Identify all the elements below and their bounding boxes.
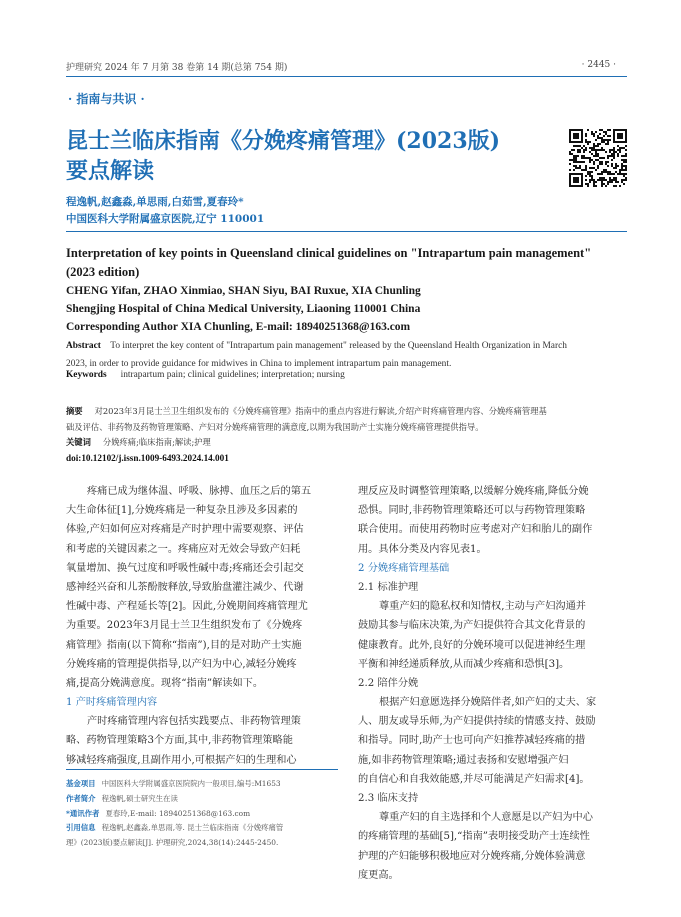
body-text-line: 体验,产妇如何应对疼痛是产时护理中需要观察、评估 [66,524,304,536]
english-abstract [66,337,628,373]
footnote-key: 基金项目 [66,779,96,788]
body-column-left [66,482,338,770]
keywords-label: Keywords [66,370,107,380]
footnote-key: 作者简介 [66,793,96,803]
footnote-text: 程逸帆,赵鑫淼,单思雨,等. 昆士兰临床指南《分娩疼痛管 [101,823,284,833]
body-text-line: 感神经兴奋和儿茶酚胺释放,导致胎盘灌注减少、代谢 [66,581,304,593]
english-title-line: (2023 edition) [66,265,140,279]
footnotes [66,777,338,851]
body-text-line: 施,如非药物管理策略;通过表扬和安慰增强产妇 [358,754,569,766]
body-text-line: 尊重产妇的自主选择和个人意愿是以产妇为中心 [379,812,593,824]
cn-keywords-text: 分娩疼痛;临床指南;解读;护理 [102,437,211,447]
abstract-label: Abstract [66,341,101,351]
body-text-line: 略、药物管理策略3个方面,其中,非药物管理策略能 [66,735,293,747]
body-text-line: 痛管理》指南(以下简称“指南”),目的是对助产士实施 [66,639,302,651]
body-text-line: 护理的产妇能够积极地应对分娩疼痛,分娩体验满意 [358,850,586,862]
footnote-text: 夏春玲,E-mail: 18940251368@163.com [105,808,251,818]
body-text-line: 恐惧。同时,非药物管理策略还可以与药物管理策略 [358,505,586,517]
abstract-text: To interpret the key content of "Intrapartum pain management" released by the Queensland Health Organization in March [110,341,567,351]
body-text-line: 氧量增加、换气过度和呼吸性碱中毒;疼痛还会引起交 [66,562,304,574]
page-number: · 2445 · [581,60,616,70]
corresponding-author: Corresponding Author XIA Chunling, E-mail: 18940251368@163.com [66,321,411,333]
body-text-line: 理反应及时调整管理策略,以缓解分娩疼痛,降低分娩 [358,486,589,497]
english-authors: CHENG Yifan, ZHAO Xinmiao, SHAN Siyu, BAI Ruxue, XIA Chunling [66,285,421,297]
authors-cn: 程逸帆,赵鑫淼,单思雨,白茹雪,夏春玲* [66,196,244,208]
footnote-text: 程逸帆,硕士研究生在读 [101,793,178,803]
keywords-text: intrapartum pain; clinical guidelines; interpretation; nursing [120,370,345,380]
body-text-line: 人、朋友或导乐师,为产妇提供持续的情感支持、鼓励 [358,716,596,728]
english-affiliation: Shengjing Hospital of China Medical University, Liaoning 110001 China [66,303,421,315]
footnote-line [66,777,338,792]
english-title [66,244,628,282]
header-rule [66,76,627,77]
body-text-line: 性碱中毒、产程延长等[2]。因此,分娩期间疼痛管理尤 [66,601,308,613]
footnote-text: 中国医科大学附属盛京医院院内一般项目,编号:M1653 [101,779,281,788]
cn-abstract-text: 础及评估、非药物及药物管理策略、产妇对分娩疼痛管理的满意度,以期为我国助产士实施分娩疼痛管理提供指导。 [66,422,484,432]
body-text-line: 疼痛已成为继体温、呼吸、脉搏、血压之后的第五 [87,486,312,497]
affiliation-cn: 中国医科大学附属盛京医院,辽宁 110001 [66,213,265,225]
body-text-line: 尊重产妇的隐私权和知情权,主动与产妇沟通并 [379,601,586,613]
footnote-line [66,792,338,807]
doi: doi:10.12102/j.issn.1009-6493.2024.14.001 [66,453,229,463]
running-header [66,60,616,73]
body-text-line: 根据产妇意愿选择分娩陪伴者,如产妇的丈夫、家 [379,697,597,709]
body-text-line: 大生命体征[1],分娩疼痛是一种复杂且涉及多因素的 [66,505,298,517]
body-text-line: 产时疼痛管理内容包括实践要点、非药物管理策 [87,716,301,728]
footnote-line [66,836,338,851]
subsection-heading: 2.1 标准护理 [358,581,419,593]
body-text-line: 用。具体分类及内容见表1。 [358,543,487,555]
title-rule [66,231,627,232]
article-title-line: 昆士兰临床指南《分娩疼痛管理》(2023版) [66,128,501,154]
article-title [66,126,546,186]
body-text-line: 和指导。同时,助产士也可向产妇推荐减轻疼痛的措 [358,735,586,747]
body-text-line: 和考虑的关键因素之一。疼痛应对无效会导致产妇耗 [66,543,301,555]
body-text-line: 鼓励其参与临床决策,为产妇提供符合其文化背景的 [358,620,586,632]
body-text-line: 的自信心和自我效能感,并尽可能满足产妇需求[4]。 [358,773,590,785]
subsection-heading: 2.2 陪伴分娩 [358,677,419,689]
body-column-right [358,482,628,885]
article-title-line: 要点解读 [66,158,155,184]
cn-abstract-label: 摘要 [66,406,83,416]
body-text-line: 度更高。 [358,869,399,881]
english-title-line: Interpretation of key points in Queensland clinical guidelines on "Intrapartum pain management" [66,246,592,260]
body-text-line: 健康教育。此外,良好的分娩环境可以促进神经生理 [358,639,586,651]
section-heading: 2 分娩疼痛管理基础 [358,562,450,574]
body-text-line: 够减轻疼痛强度,且副作用小,可根据产妇的生理和心 [66,754,297,766]
footnote-line [66,807,338,822]
cn-keywords-label: 关键词 [66,437,91,447]
footnote-key: *通讯作者 [66,808,100,818]
footnote-text: 理》(2023版)要点解读[J]. 护理研究,2024,38(14):2445-2450. [66,838,279,848]
chinese-abstract [66,403,628,435]
footnote-line [66,821,338,836]
body-text-line: 的疼痛管理的基础[5],“指南”表明接受助产士连续性 [358,831,590,843]
subsection-heading: 2.3 临床支持 [358,793,419,804]
body-text-line: 联合使用。而使用药物时应考虑对产妇和胎儿的副作 [358,524,593,536]
qr-code-icon [569,129,627,187]
footnote-rule [66,769,338,770]
journal-info: 护理研究 2024 年 7 月第 38 卷第 14 期(总第 754 期) [66,63,288,73]
section-heading: 1 产时疼痛管理内容 [66,697,158,709]
cn-abstract-text: 对2023年3月昆士兰卫生组织发布的《分娩疼痛管理》指南中的重点内容进行解读,介绍产时疼痛管理内容、分娩疼痛管理基 [94,406,547,416]
section-tag: · 指南与共识 · [68,92,145,106]
chinese-keywords [66,436,211,448]
body-text-line: 为重要。2023年3月昆士兰卫生组织发布了《分娩疼 [66,620,303,632]
body-text-line: 分娩疼痛的管理提供指导,以产妇为中心,减轻分娩疼 [66,658,297,670]
abstract-text: 2023, in order to provide guidance for midwives in China to implement intrapartum pain management. [66,359,452,369]
english-keywords [66,370,345,380]
body-text-line: 痛,提高分娩满意度。现将“指南”解读如下。 [66,677,264,689]
footnote-key: 引用信息 [66,823,96,833]
body-text-line: 平衡和神经递质释放,从而减少疼痛和恐惧[3]。 [358,658,570,670]
